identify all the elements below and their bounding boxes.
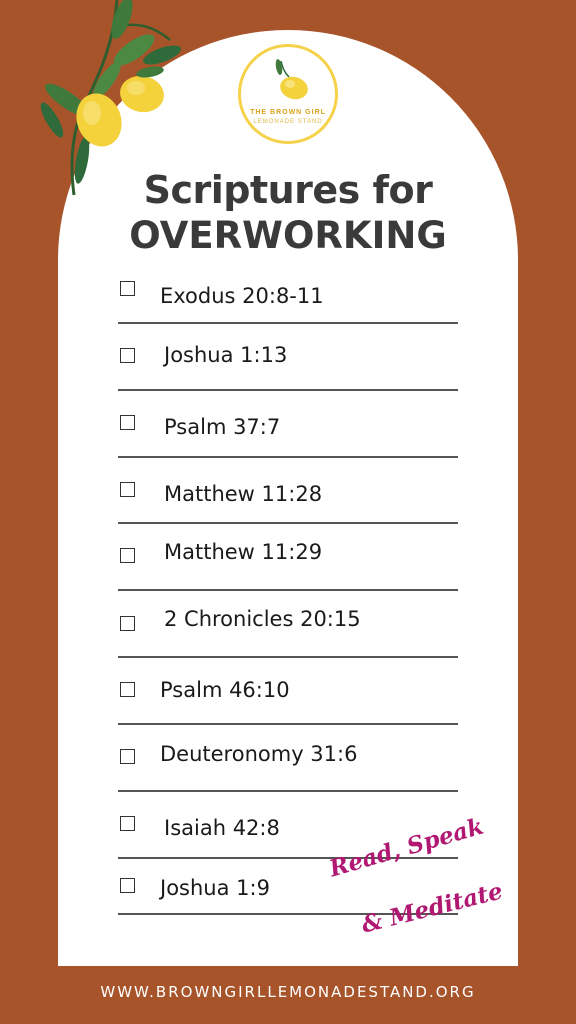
checklist-item-label: Deuteronomy 31:6 — [160, 742, 358, 766]
lemon-icon — [269, 57, 313, 105]
checklist-item-label: Joshua 1:9 — [160, 876, 270, 900]
footer-url[interactable]: WWW.BROWNGIRLLEMONADESTAND.ORG — [100, 983, 476, 1001]
divider-line — [118, 723, 458, 725]
checklist-item-label: Isaiah 42:8 — [164, 816, 280, 840]
checklist-item-label: Matthew 11:28 — [164, 482, 323, 506]
slogan-line2: & Meditate — [358, 877, 506, 939]
checklist-item-label: Matthew 11:29 — [164, 540, 323, 564]
page-title-line2: OVERWORKING — [129, 214, 447, 257]
checkbox-icon[interactable] — [120, 616, 135, 631]
divider-line — [118, 790, 458, 792]
logo-brand-line2: LEMONADE STAND — [253, 119, 323, 125]
divider-line — [118, 589, 458, 591]
brand-logo — [238, 44, 338, 144]
checkbox-icon[interactable] — [120, 548, 135, 563]
checkbox-icon[interactable] — [120, 749, 135, 764]
divider-line — [118, 656, 458, 658]
checklist-item-label: Psalm 46:10 — [160, 678, 290, 702]
divider-line — [118, 522, 458, 524]
slogan-line1: Read, Speak — [326, 812, 487, 883]
checkbox-icon[interactable] — [120, 682, 135, 697]
checklist-item-label: 2 Chronicles 20:15 — [164, 607, 361, 631]
checklist-item-label: Exodus 20:8-11 — [160, 284, 324, 308]
logo-brand-line1: THE BROWN GIRL — [250, 109, 326, 116]
checklist-item-label: Psalm 37:7 — [164, 415, 281, 439]
checkbox-icon[interactable] — [120, 816, 135, 831]
checkbox-icon[interactable] — [120, 281, 135, 296]
checklist-item-label: Joshua 1:13 — [164, 343, 288, 367]
checkbox-icon[interactable] — [120, 878, 135, 893]
checkbox-icon[interactable] — [120, 348, 135, 363]
divider-line — [118, 389, 458, 391]
checkbox-icon[interactable] — [120, 482, 135, 497]
page-title-line1: Scriptures for — [143, 168, 433, 212]
divider-line — [118, 456, 458, 458]
divider-line — [118, 322, 458, 324]
checkbox-icon[interactable] — [120, 415, 135, 430]
